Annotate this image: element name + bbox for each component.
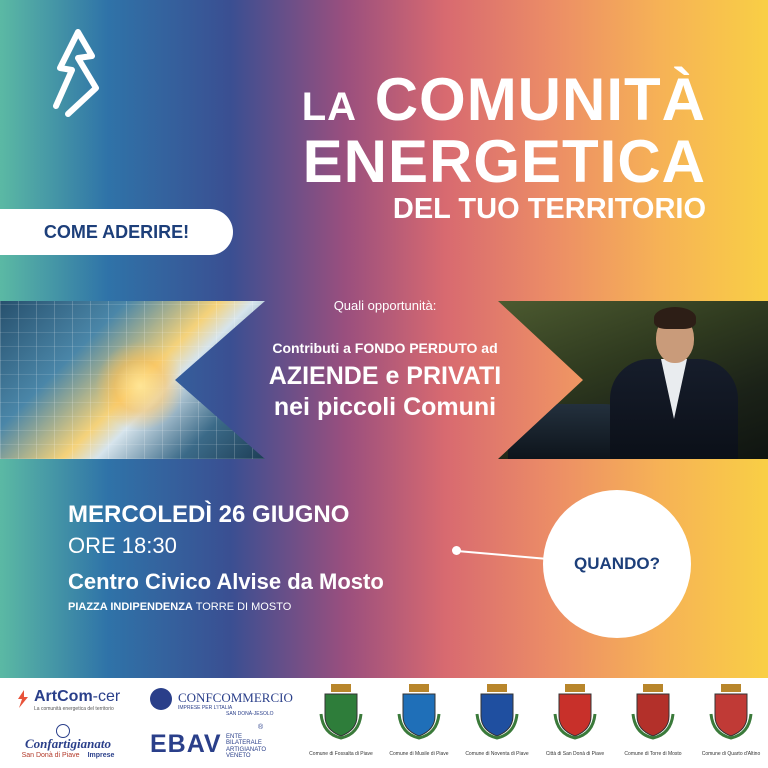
join-cta-button[interactable]: COME ADERIRE! [0, 209, 233, 255]
crest-caption: Comune di Torre di Mosto [624, 751, 682, 757]
municipality-crest [540, 684, 610, 757]
artcom-tagline: La comunità energetica del territorio [34, 706, 114, 712]
sponsors-footer: ArtCom-cer La comunità energetica del territorio Confartigianato San Donà di Piave Imprese CONFCOMMERCIO IMPRESE PER L'ITALIA SAN DONÀ-JESOLO EBAV ENTE BILATERALE ARTIGIANATO VENETO ® Comune di Fossalta di Piave Comune di Musile di Piave Comune di Noventa di Piave Città di San Donà di Piave Comune di Torre di Mosto Comune di Quarto d'Altino [0, 678, 768, 768]
municipality-crest [306, 684, 376, 757]
crest-shield-icon [553, 684, 597, 740]
title-line-1: LA COMUNITÀ [301, 66, 706, 133]
opportunities-headline-2: nei piccoli Comuni [273, 393, 497, 421]
crest-shield-icon [709, 684, 753, 740]
lightning-bolt-logo-icon [48, 28, 106, 118]
event-venue: Centro Civico Alvise da Mosto [68, 569, 384, 594]
crest-caption: Comune di Quarto d'Altino [701, 751, 761, 757]
connector-dot [452, 546, 461, 555]
artcom-logo: ArtCom-cer La comunità energetica del territorio [16, 688, 120, 712]
confartigianato-emblem-icon [56, 724, 70, 738]
connector-line [457, 550, 557, 561]
municipality-crest [696, 684, 766, 757]
when-circle-button[interactable]: QUANDO? [543, 490, 691, 638]
municipality-crest [618, 684, 688, 757]
event-address: PIAZZA INDIPENDENZA TORRE DI MOSTO [68, 601, 292, 613]
crest-shield-icon [631, 684, 675, 740]
crest-shield-icon [319, 684, 363, 740]
crest-shield-icon [475, 684, 519, 740]
title-line-3: DEL TUO TERRITORIO [392, 193, 706, 225]
crest-caption: Comune di Fossalta di Piave [309, 751, 373, 757]
crest-caption: Comune di Noventa di Piave [465, 751, 529, 757]
crest-caption: Città di San Donà di Piave [545, 751, 605, 757]
opportunities-intro: Quali opportunità: [333, 298, 437, 313]
title-line-2: ENERGETICA [302, 128, 706, 195]
municipality-crest [384, 684, 454, 757]
ebav-logo: EBAV ENTE BILATERALE ARTIGIANATO VENETO ® [150, 724, 267, 759]
municipality-crest [462, 684, 532, 757]
confcommercio-emblem-icon [150, 688, 172, 710]
opportunities-subtitle: Contributi a FONDO PERDUTO ad [272, 340, 498, 356]
event-date: MERCOLEDÌ 26 GIUGNO [68, 501, 350, 528]
event-time: ORE 18:30 [68, 533, 177, 558]
opportunities-headline-1: AZIENDE e PRIVATI [268, 362, 502, 390]
confartigianato-logo: Confartigianato San Donà di Piave Imprese [18, 726, 118, 759]
crest-shield-icon [397, 684, 441, 740]
artcom-bolt-icon [16, 690, 30, 708]
crest-caption: Comune di Musile di Piave [389, 751, 449, 757]
